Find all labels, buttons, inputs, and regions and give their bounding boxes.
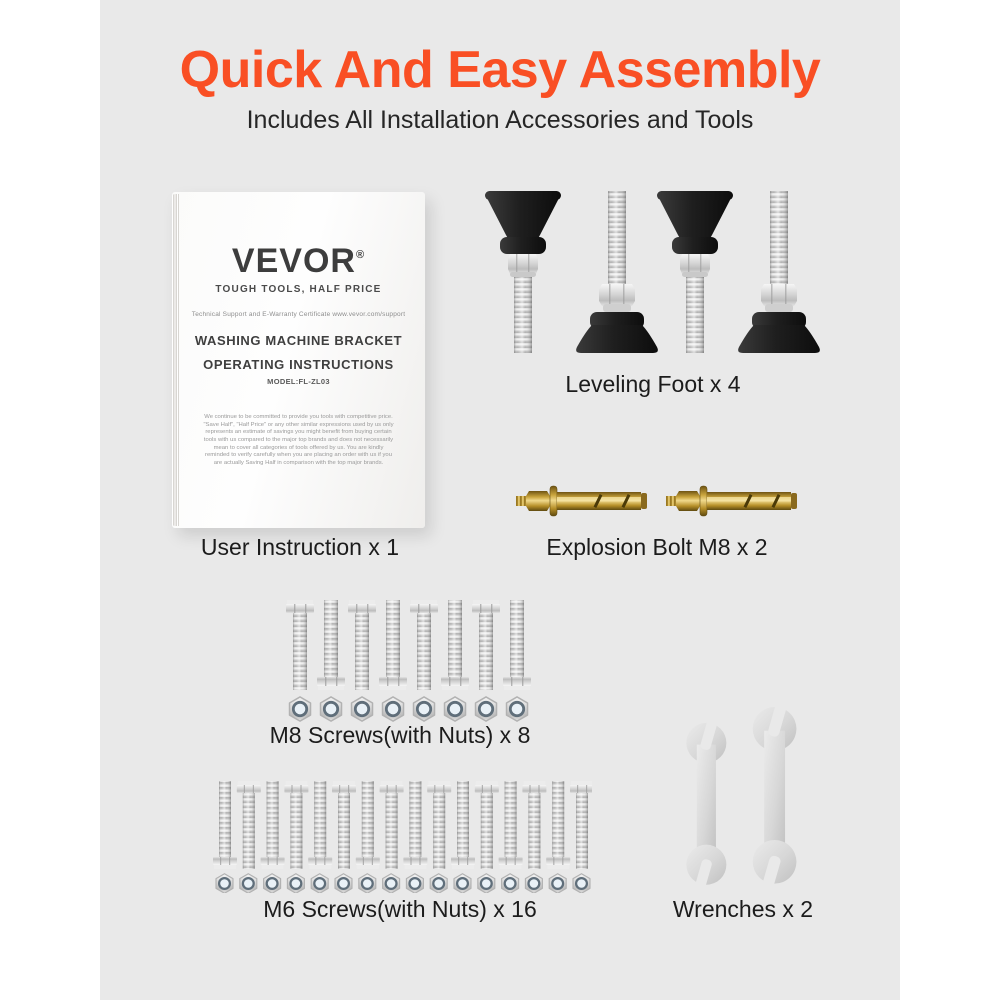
manual-disclaimer: We continue to be committed to provide you tools with competitive price. "Save Half", "Half Price" or any other similar expressions used by us only represents an estimate of savings you might benefit from buying certain tools with us compared to the major top brands and does not necessarily mean to cover all categories of tools offered by us. You are kindly reminded to verify carefully when you are placing an order with us if you are actually Saving Half in comparison with the top major brands.: [203, 414, 394, 467]
label-m8-screws: M8 Screws(with Nuts) x 8: [269, 722, 531, 748]
wrenches-icon: [680, 706, 805, 891]
user-instruction-manual: [172, 192, 425, 528]
vevor-logo: VEVOR®: [231, 242, 366, 280]
page-title: Quick And Easy Assembly: [179, 41, 821, 99]
registered-mark: ®: [355, 249, 366, 261]
manual-model: MODEL:FL-ZL03: [267, 377, 330, 386]
m8-screws-icon: [283, 600, 535, 722]
label-leveling-foot: Leveling Foot x 4: [565, 371, 741, 397]
manual-heading-1: WASHING MACHINE BRACKET: [194, 333, 403, 348]
explosion-bolt-icon: [514, 482, 804, 520]
label-explosion-bolt: Explosion Bolt M8 x 2: [546, 534, 768, 560]
label-user-instruction: User Instruction x 1: [200, 534, 400, 560]
manual-support-line: Technical Support and E-Warranty Certificate www.vevor.com/support: [191, 311, 406, 318]
manual-tagline: TOUGH TOOLS, HALF PRICE: [215, 284, 382, 295]
leveling-foot-icon: [465, 191, 835, 361]
label-wrenches: Wrenches x 2: [672, 896, 814, 922]
m6-screws-icon: [212, 781, 592, 893]
page-subtitle: Includes All Installation Accessories and Tools: [246, 106, 754, 134]
manual-heading-2: OPERATING INSTRUCTIONS: [203, 357, 394, 372]
label-m6-screws: M6 Screws(with Nuts) x 16: [263, 896, 537, 922]
